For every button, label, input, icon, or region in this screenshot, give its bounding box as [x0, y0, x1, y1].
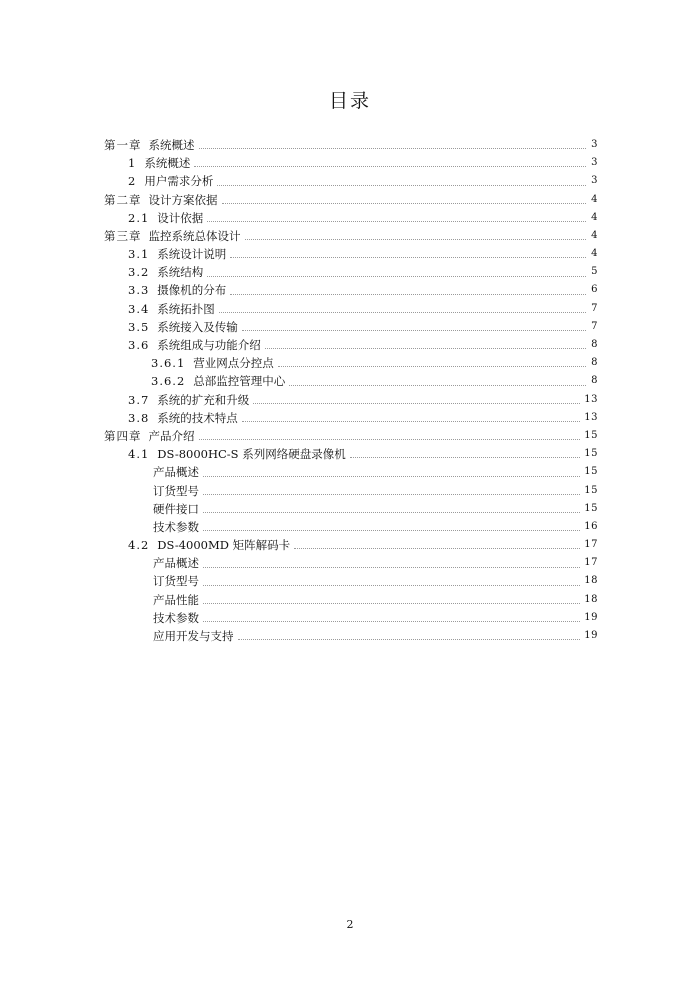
toc-entry-number: 第二章	[104, 192, 142, 207]
toc-entry-page: 4	[591, 211, 598, 223]
toc-entry-page: 4	[591, 229, 598, 241]
toc-dot-leader	[230, 294, 586, 295]
toc-entry-number: 第三章	[104, 228, 142, 243]
toc-entry-label: 摄像机的分布	[157, 283, 227, 298]
toc-entry-page: 18	[584, 575, 598, 587]
toc-entry-label: DS-8000HC-S 系列网络硬盘录像机	[157, 447, 346, 462]
toc-entry-label: 产品概述	[153, 465, 199, 480]
toc-entry-number: 3.7	[128, 392, 150, 407]
toc-entry-label: 系统接入及传输	[157, 319, 238, 334]
toc-entry-page: 8	[591, 339, 598, 351]
toc-entry-label: 系统拓扑图	[157, 301, 215, 316]
toc-entry-page: 3	[591, 157, 598, 169]
toc-entry[interactable]	[104, 427, 598, 445]
toc-dot-leader	[217, 185, 586, 186]
toc-entry-page: 17	[584, 557, 598, 569]
toc-entry-label: 设计依据	[157, 210, 204, 225]
toc-dot-leader	[207, 221, 586, 222]
toc-entry-number: 第四章	[104, 428, 142, 443]
toc-entry[interactable]	[104, 282, 598, 300]
toc-entry-number: 4.1	[128, 447, 150, 462]
toc-entry[interactable]	[104, 463, 598, 481]
toc-entry-label: 设计方案依据	[148, 192, 218, 207]
toc-entry-page: 19	[584, 611, 598, 623]
toc-dot-leader	[203, 603, 580, 604]
toc-entry[interactable]	[104, 136, 598, 154]
toc-entry-label: 硬件接口	[153, 501, 199, 516]
toc-dot-leader	[289, 385, 586, 386]
toc-entry-page: 5	[591, 266, 598, 278]
toc-entry-page: 15	[584, 502, 598, 514]
toc-dot-leader	[350, 457, 581, 458]
toc-entry[interactable]	[104, 627, 598, 645]
toc-entry[interactable]	[104, 409, 598, 427]
toc-entry-number: 第一章	[104, 137, 142, 152]
toc-entry-label: 技术参数	[153, 519, 199, 534]
toc-entry-number: 4.2	[128, 538, 150, 553]
toc-entry-number: 2	[128, 174, 137, 189]
toc-dot-leader	[199, 439, 581, 440]
toc-entry-number: 3.2	[128, 265, 150, 280]
toc-entry-label: 技术参数	[153, 610, 199, 625]
toc-entry-page: 15	[584, 448, 598, 460]
toc-entry[interactable]	[104, 609, 598, 627]
toc-dot-leader	[242, 330, 586, 331]
toc-entry-label: 系统概述	[144, 156, 191, 171]
toc-entry-page: 8	[591, 375, 598, 387]
toc-entry-label: 产品介绍	[148, 428, 195, 443]
toc-entry-label: DS-4000MD 矩阵解码卡	[157, 538, 291, 553]
toc-entry-page: 7	[591, 302, 598, 314]
toc-entry-page: 17	[584, 539, 598, 551]
toc-entry-page: 16	[584, 520, 598, 532]
toc-entry[interactable]	[104, 300, 598, 318]
toc-entry[interactable]	[104, 245, 598, 263]
toc-entry-page: 8	[591, 357, 598, 369]
toc-dot-leader	[203, 512, 580, 513]
toc-entry-number: 3.1	[128, 247, 150, 262]
toc-dot-leader	[199, 148, 587, 149]
toc-entry-number: 3.6	[128, 338, 150, 353]
toc-entry-label: 系统概述	[148, 137, 195, 152]
page-number: 2	[346, 918, 354, 931]
toc-entry-page: 19	[584, 630, 598, 642]
toc-dot-leader	[265, 348, 586, 349]
toc-entry-label: 系统结构	[157, 265, 204, 280]
toc-entry-number: 1	[128, 156, 137, 171]
toc-entry-number: 3.6.2	[151, 374, 186, 389]
toc-entry-label: 订货型号	[153, 574, 199, 589]
toc-entry-label: 产品性能	[153, 592, 199, 607]
toc-entry-number: 3.5	[128, 319, 150, 334]
toc-dot-leader	[203, 621, 580, 622]
toc-dot-leader	[242, 421, 580, 422]
toc-entry-page: 15	[584, 429, 598, 441]
toc-entry-page: 15	[584, 484, 598, 496]
toc-dot-leader	[203, 567, 580, 568]
toc-entry-number: 3.6.1	[151, 356, 186, 371]
toc-dot-leader	[194, 166, 586, 167]
toc-entry-label: 系统的技术特点	[157, 410, 238, 425]
toc-entry-label: 应用开发与支持	[153, 629, 234, 644]
toc-entry-label: 产品概述	[153, 556, 199, 571]
toc-dot-leader	[219, 312, 586, 313]
toc-entry[interactable]	[104, 573, 598, 591]
toc-entry-label: 系统设计说明	[157, 247, 227, 262]
toc-dot-leader	[245, 239, 587, 240]
toc-entry[interactable]	[104, 354, 598, 372]
toc-dot-leader	[207, 276, 586, 277]
toc-dot-leader	[222, 203, 587, 204]
toc-dot-leader	[203, 494, 580, 495]
toc-entry[interactable]	[104, 518, 598, 536]
toc-entry-page: 3	[591, 138, 598, 150]
toc-entry-label: 用户需求分析	[144, 174, 214, 189]
toc-entry-page: 13	[584, 393, 598, 405]
table-of-contents	[104, 136, 598, 645]
toc-entry[interactable]	[104, 591, 598, 609]
toc-entry-label: 监控系统总体设计	[148, 228, 241, 243]
toc-dot-leader	[278, 366, 586, 367]
toc-entry-page: 3	[591, 175, 598, 187]
toc-entry-page: 4	[591, 193, 598, 205]
toc-dot-leader	[203, 585, 580, 586]
toc-entry-label: 系统的扩充和升级	[157, 392, 250, 407]
toc-entry[interactable]	[104, 554, 598, 572]
toc-entry-page: 6	[591, 284, 598, 296]
toc-entry-number: 3.3	[128, 283, 150, 298]
toc-entry[interactable]	[104, 209, 598, 227]
toc-entry[interactable]	[104, 536, 598, 554]
toc-entry[interactable]	[104, 191, 598, 209]
toc-entry[interactable]	[104, 372, 598, 390]
toc-dot-leader	[230, 257, 586, 258]
toc-entry-page: 18	[584, 593, 598, 605]
toc-entry[interactable]	[104, 318, 598, 336]
toc-entry-page: 13	[584, 411, 598, 423]
toc-entry-label: 营业网点分控点	[193, 356, 274, 371]
toc-entry[interactable]	[104, 263, 598, 281]
toc-dot-leader	[203, 476, 580, 477]
toc-entry[interactable]	[104, 227, 598, 245]
toc-entry-label: 总部监控管理中心	[193, 374, 286, 389]
toc-dot-leader	[294, 548, 580, 549]
toc-entry[interactable]	[104, 500, 598, 518]
page-title: 目录	[328, 90, 371, 112]
toc-entry[interactable]	[104, 154, 598, 172]
toc-entry-page: 4	[591, 248, 598, 260]
toc-dot-leader	[238, 639, 581, 640]
toc-entry-label: 订货型号	[153, 483, 199, 498]
toc-entry-label: 系统组成与功能介绍	[157, 338, 261, 353]
toc-entry[interactable]	[104, 391, 598, 409]
toc-entry-number: 2.1	[128, 210, 150, 225]
toc-entry-page: 15	[584, 466, 598, 478]
toc-entry[interactable]	[104, 336, 598, 354]
toc-entry[interactable]	[104, 172, 598, 190]
toc-dot-leader	[253, 403, 580, 404]
toc-entry-number: 3.4	[128, 301, 150, 316]
toc-entry[interactable]	[104, 445, 598, 463]
toc-entry-number: 3.8	[128, 410, 150, 425]
toc-entry-page: 7	[591, 320, 598, 332]
toc-dot-leader	[203, 530, 580, 531]
toc-entry[interactable]	[104, 482, 598, 500]
